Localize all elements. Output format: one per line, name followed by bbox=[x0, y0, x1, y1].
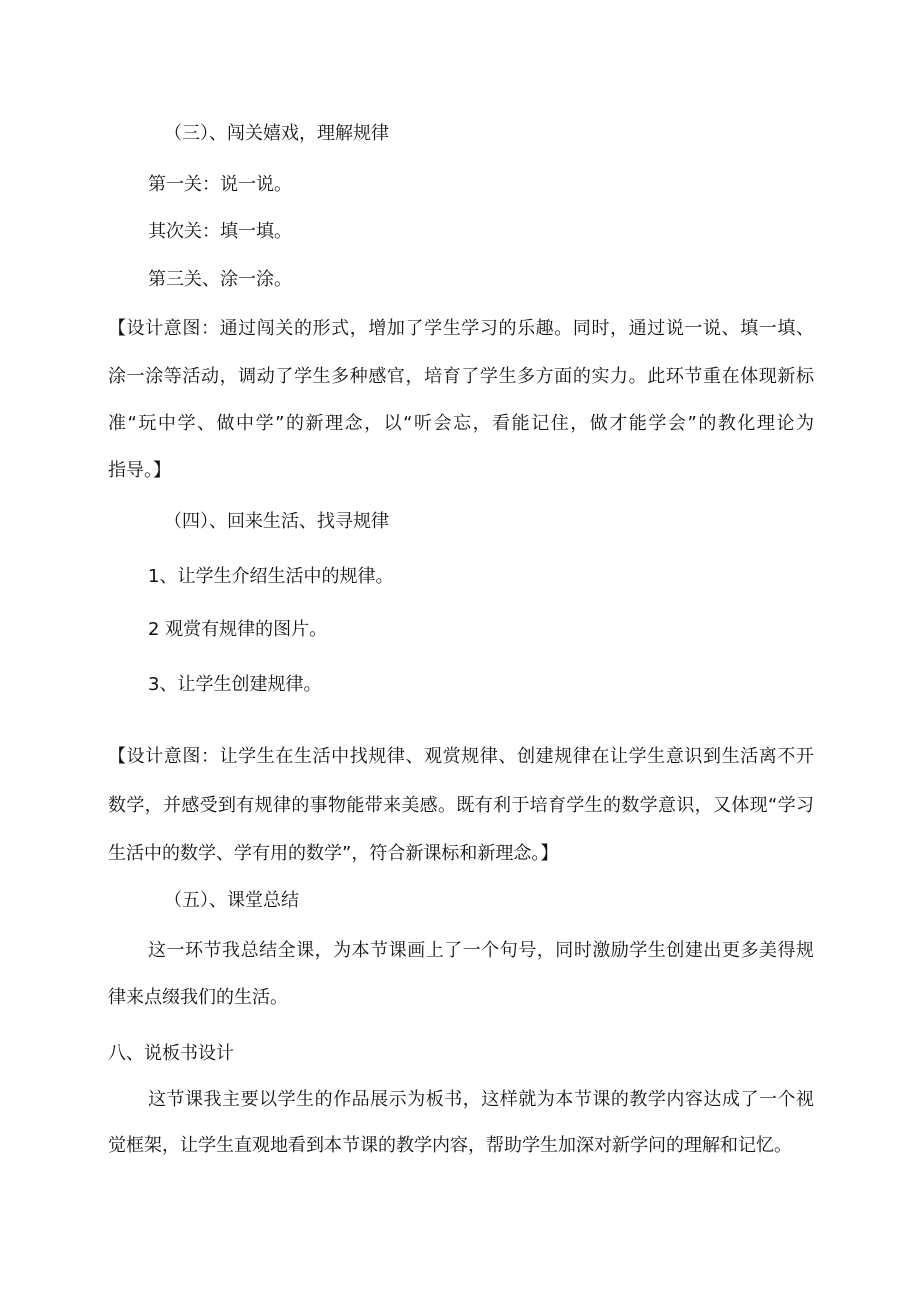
section-8-heading: 八、说板书设计 bbox=[108, 1043, 234, 1064]
section-3-intent-line-4: 指导。】 bbox=[108, 460, 171, 481]
section-4-heading: （四）、回来生活、找寻规律 bbox=[164, 511, 389, 532]
section-4-intent-line-1: 【设计意图：让学生在生活中找规律、观赏规律、创建规律在让学生意识到生活离不开 bbox=[108, 746, 814, 767]
section-3-intent-line-2: 涂一涂等活动，调动了学生多种感官，培育了学生多方面的实力。此环节重在体现新标 bbox=[108, 366, 814, 387]
level-3: 第三关、涂一涂。 bbox=[148, 269, 292, 290]
section-8-body-line-1: 这节课我主要以学生的作品展示为板书，这样就为本节课的教学内容达成了一个视 bbox=[148, 1089, 814, 1110]
section-3-intent-line-1: 【设计意图：通过闯关的形式，增加了学生学习的乐趣。同时，通过说一说、填一填、 bbox=[108, 318, 814, 339]
section-4-item-2: 2 观赏有规律的图片。 bbox=[148, 619, 328, 640]
level-2: 其次关：填一填。 bbox=[148, 221, 292, 242]
section-3-intent-line-3: 准“玩中学、做中学”的新理念，以“听会忘，看能记住，做才能学会”的教化理论为 bbox=[108, 413, 814, 434]
section-4-intent-line-2: 数学，并感受到有规律的事物能带来美感。既有利于培育学生的数学意识，又体现“学习 bbox=[108, 795, 814, 816]
section-5-body-line-1: 这一环节我总结全课，为本节课画上了一个句号，同时激励学生创建出更多美得规 bbox=[148, 940, 814, 961]
level-1: 第一关：说一说。 bbox=[148, 174, 292, 195]
section-3-heading: （三）、闯关嬉戏，理解规律 bbox=[164, 123, 389, 144]
section-5-body-line-2: 律来点缀我们的生活。 bbox=[108, 987, 288, 1008]
section-4-intent-line-3: 生活中的数学、学有用的数学”，符合新课标和新理念。】 bbox=[108, 843, 559, 864]
section-4-item-1: 1、让学生介绍生活中的规律。 bbox=[148, 566, 394, 587]
section-4-item-3: 3、让学生创建规律。 bbox=[148, 674, 322, 695]
section-8-body-line-2: 觉框架，让学生直观地看到本节课的教学内容，帮助学生加深对新学问的理解和记忆。 bbox=[108, 1135, 792, 1156]
section-5-heading: （五）、课堂总结 bbox=[164, 890, 299, 911]
